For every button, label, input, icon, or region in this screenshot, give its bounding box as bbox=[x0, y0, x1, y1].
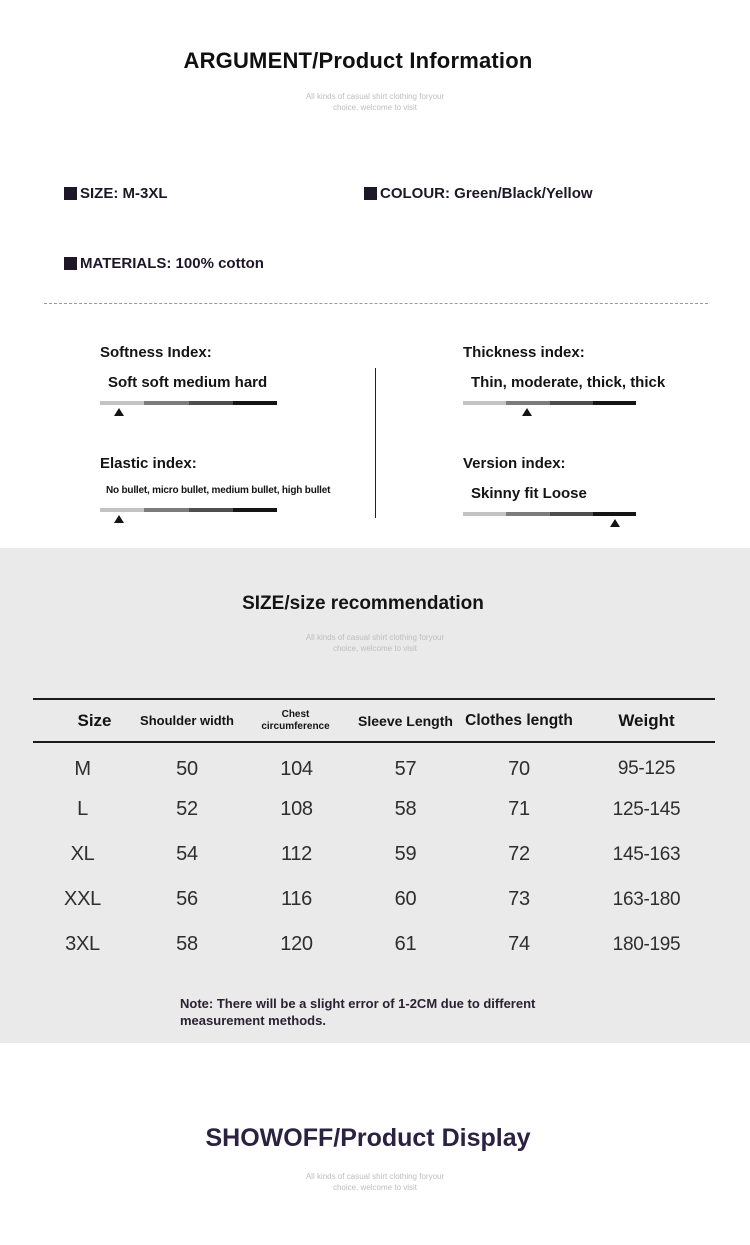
cell-weight: 125-145 bbox=[612, 798, 681, 820]
table-row bbox=[33, 742, 715, 787]
bar-segment bbox=[189, 508, 233, 512]
cell-clothes: 72 bbox=[508, 843, 530, 865]
table-header-row bbox=[33, 699, 715, 742]
dashed-divider bbox=[44, 303, 708, 304]
cell-sleeve: 61 bbox=[394, 933, 417, 955]
cell-chest: 116 bbox=[281, 888, 312, 910]
index-label: Elastic index: bbox=[100, 455, 197, 472]
bar-segment bbox=[100, 401, 144, 405]
bar-segment bbox=[593, 401, 636, 405]
triangle-marker-icon bbox=[610, 519, 620, 527]
index-elastic bbox=[100, 455, 330, 512]
cell-clothes: 71 bbox=[508, 798, 530, 820]
col-header-weight: Weight bbox=[618, 710, 675, 730]
col-header-shoulder: Shoulder width bbox=[140, 713, 234, 728]
spec-size bbox=[64, 185, 168, 202]
spec-colour-label: COLOUR: Green/Black/Yellow bbox=[380, 185, 593, 202]
cell-sleeve: 57 bbox=[394, 757, 417, 780]
cell-shoulder: 56 bbox=[176, 888, 198, 910]
bar-segment bbox=[593, 512, 636, 516]
tagline-line1: All kinds of casual shirt clothing foryour bbox=[305, 1172, 445, 1181]
bar-segment bbox=[506, 512, 549, 516]
square-bullet-icon bbox=[64, 257, 77, 270]
cell-size: 3XL bbox=[65, 933, 100, 955]
col-header-chest: Chest circumference bbox=[261, 708, 330, 732]
vertical-divider bbox=[375, 368, 376, 518]
cell-shoulder: 52 bbox=[176, 798, 198, 820]
cell-chest: 104 bbox=[280, 757, 313, 780]
tagline-line2: choice, welcome to visit bbox=[332, 103, 418, 112]
triangle-marker-icon bbox=[114, 408, 124, 416]
square-bullet-icon bbox=[64, 187, 77, 200]
index-version bbox=[463, 455, 636, 516]
spec-colour bbox=[364, 185, 593, 202]
cell-size: XL bbox=[70, 843, 95, 865]
bar-segment bbox=[233, 401, 277, 405]
cell-clothes: 70 bbox=[508, 757, 530, 780]
cell-clothes: 74 bbox=[508, 933, 530, 955]
index-scale-bar bbox=[463, 401, 636, 405]
measurement-note: Note: There will be a slight error of 1-2CM due to different measurement methods. bbox=[180, 996, 536, 1028]
size-recommendation-section bbox=[0, 548, 750, 1043]
bar-segment bbox=[233, 508, 277, 512]
tagline-line1: All kinds of casual shirt clothing foryour bbox=[305, 92, 445, 101]
index-value: Thin, moderate, thick, thick bbox=[471, 374, 666, 391]
tagline-line2: choice, welcome to visit bbox=[332, 644, 418, 653]
bar-segment bbox=[144, 508, 188, 512]
index-value: Skinny fit Loose bbox=[471, 485, 587, 502]
triangle-marker-icon bbox=[522, 408, 532, 416]
bar-segment bbox=[144, 401, 188, 405]
size-section-title: SIZE/size recommendation bbox=[242, 593, 484, 614]
tagline bbox=[0, 91, 750, 113]
square-bullet-icon bbox=[364, 187, 377, 200]
table-row bbox=[33, 922, 715, 967]
cell-size: M bbox=[74, 757, 91, 780]
index-label: Softness Index: bbox=[100, 344, 212, 361]
col-header-sleeve: Sleeve Length bbox=[358, 712, 453, 729]
cell-chest: 112 bbox=[281, 843, 312, 865]
index-value: No bullet, micro bullet, medium bullet, high bullet bbox=[106, 485, 331, 496]
table-row bbox=[33, 787, 715, 832]
tagline-line2: choice, welcome to visit bbox=[332, 1183, 418, 1192]
cell-shoulder: 50 bbox=[176, 757, 198, 780]
size-chart-table bbox=[33, 698, 715, 967]
cell-weight: 180-195 bbox=[612, 933, 681, 955]
spec-materials-label: MATERIALS: 100% cotton bbox=[80, 255, 264, 272]
bar-segment bbox=[100, 508, 144, 512]
spec-size-label: SIZE: M-3XL bbox=[80, 185, 168, 202]
table-row bbox=[33, 832, 715, 877]
showoff-title: SHOWOFF/Product Display bbox=[205, 1124, 531, 1152]
cell-weight: 95-125 bbox=[617, 758, 676, 779]
index-scale-bar bbox=[100, 401, 277, 405]
bar-segment bbox=[550, 401, 593, 405]
index-value: Soft soft medium hard bbox=[108, 374, 268, 391]
bar-segment bbox=[506, 401, 549, 405]
bar-segment bbox=[189, 401, 233, 405]
tagline bbox=[0, 632, 750, 654]
index-scale-bar bbox=[463, 512, 636, 516]
cell-clothes: 73 bbox=[508, 888, 530, 910]
cell-sleeve: 59 bbox=[394, 843, 417, 865]
index-softness bbox=[100, 344, 277, 405]
table-row bbox=[33, 877, 715, 922]
cell-weight: 145-163 bbox=[612, 843, 681, 865]
index-label: Version index: bbox=[463, 455, 566, 472]
index-panel bbox=[0, 330, 750, 548]
index-label: Thickness index: bbox=[463, 344, 585, 361]
cell-shoulder: 58 bbox=[176, 933, 198, 955]
index-scale-bar bbox=[100, 508, 277, 512]
col-header-size: Size bbox=[77, 710, 112, 730]
col-header-clothes: Clothes length bbox=[465, 711, 573, 729]
index-thickness bbox=[463, 344, 665, 405]
tagline-line1: All kinds of casual shirt clothing foryour bbox=[305, 633, 445, 642]
triangle-marker-icon bbox=[114, 515, 124, 523]
spec-materials bbox=[64, 255, 264, 272]
cell-chest: 120 bbox=[280, 933, 313, 955]
cell-sleeve: 58 bbox=[394, 798, 417, 820]
cell-chest: 108 bbox=[280, 798, 313, 820]
cell-sleeve: 60 bbox=[394, 888, 417, 910]
tagline bbox=[0, 1171, 750, 1193]
bar-segment bbox=[550, 512, 593, 516]
bar-segment bbox=[463, 512, 506, 516]
cell-size: L bbox=[77, 798, 88, 820]
bar-segment bbox=[463, 401, 506, 405]
cell-size: XXL bbox=[64, 888, 101, 910]
cell-weight: 163-180 bbox=[612, 888, 681, 910]
cell-shoulder: 54 bbox=[176, 843, 198, 865]
page-title: ARGUMENT/Product Information bbox=[183, 48, 533, 73]
